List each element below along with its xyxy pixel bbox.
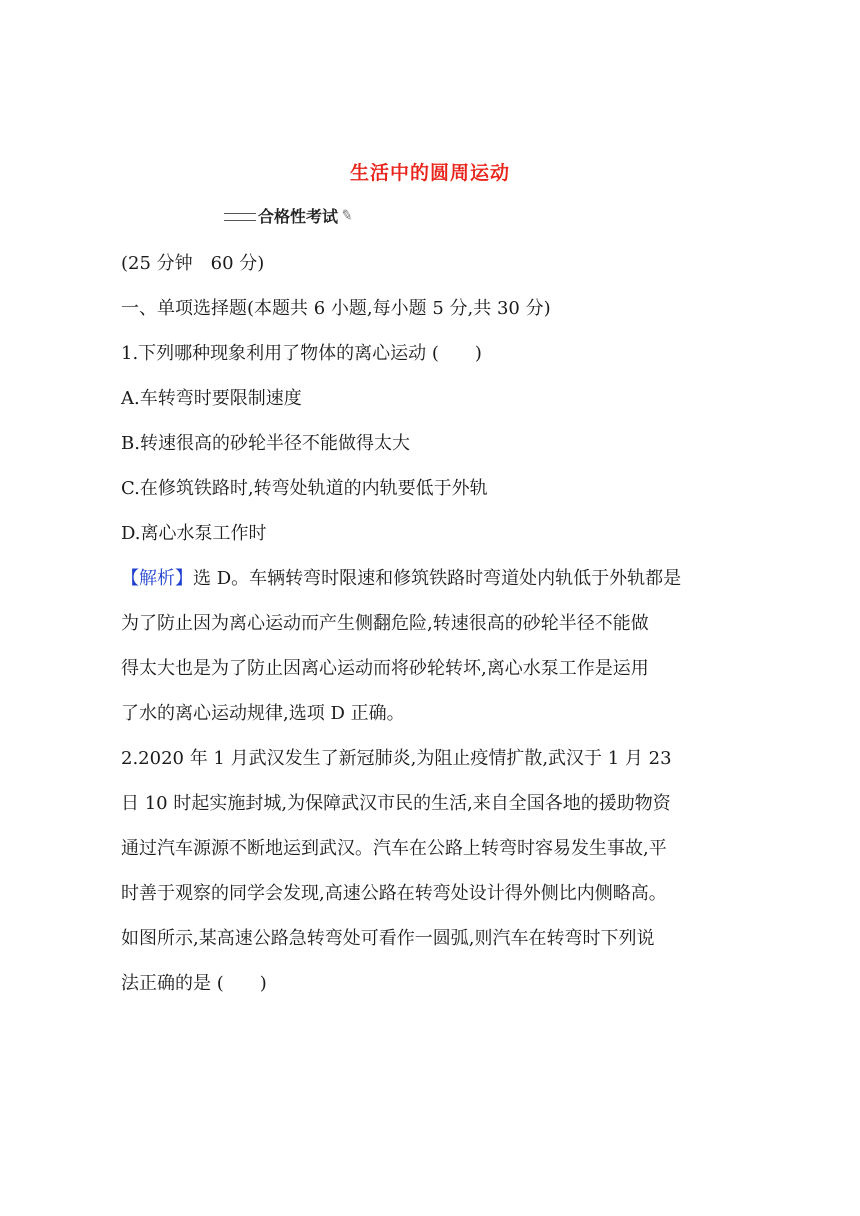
double-rule-icon <box>224 213 256 221</box>
pencil-icon: ✎ <box>339 206 355 225</box>
document-title: 生活中的圆周运动 <box>349 162 510 184</box>
question-1-option-a: A.车转弯时要限制速度 <box>121 388 302 409</box>
analysis-line: 了水的离心运动规律,选项 D 正确。 <box>121 703 405 724</box>
question-2-line: 时善于观察的同学会发现,高速公路在转弯处设计得外侧比内侧略高。 <box>121 883 667 904</box>
question-2-line: 2.2020 年 1 月武汉发生了新冠肺炎,为阻止疫情扩散,武汉于 1 月 23 <box>121 748 672 769</box>
question-2-line: 通过汽车源源不断地运到武汉。汽车在公路上转弯时容易发生事故,平 <box>121 838 667 859</box>
part-heading: 一、单项选择题(本题共 6 小题,每小题 5 分,共 30 分) <box>121 298 551 319</box>
question-2-line: 如图所示,某高速公路急转弯处可看作一圆弧,则汽车在转弯时下列说 <box>121 928 655 949</box>
analysis-label: 【解析】 <box>121 568 193 589</box>
time-score: (25 分钟 60 分) <box>121 253 265 274</box>
question-1-option-b: B.转速很高的砂轮半径不能做得太大 <box>121 433 410 454</box>
question-1-option-d: D.离心水泵工作时 <box>121 523 267 544</box>
section-tag-label: 合格性考试 <box>258 207 339 226</box>
analysis-line: 为了防止因为离心运动而产生侧翻危险,转速很高的砂轮半径不能做 <box>121 613 649 634</box>
question-2-stem <box>121 747 741 1017</box>
section-tag <box>224 204 353 227</box>
analysis-line: 得太大也是为了防止因离心运动而将砂轮转坏,离心水泵工作是运用 <box>121 658 649 679</box>
question-1-stem: 1.下列哪种现象利用了物体的离心运动 ( ) <box>121 343 482 364</box>
question-1-analysis <box>121 567 741 747</box>
question-2-line: 日 10 时起实施封城,为保障武汉市民的生活,来自全国各地的援助物资 <box>121 793 671 814</box>
analysis-line: 【解析】选 D。车辆转弯时限速和修筑铁路时弯道处内轨低于外轨都是 <box>121 568 682 589</box>
question-2-line: 法正确的是 ( ) <box>121 973 267 994</box>
question-1-option-c: C.在修筑铁路时,转弯处轨道的内轨要低于外轨 <box>121 478 488 499</box>
